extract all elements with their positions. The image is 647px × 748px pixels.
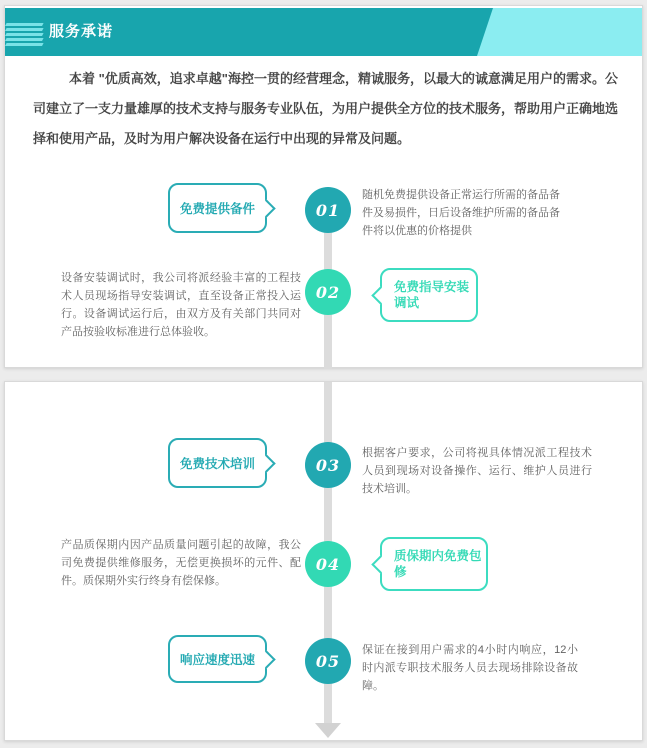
- item-01-number-badge: 01: [305, 187, 351, 233]
- item-02-description: 设备安装调试时，我公司将派经验丰富的工程技术人员现场指导安装调试，直至设备正常投入运行。设备调试运行后，由双方及有关部门共同对产品按验收标准进行总体验收。: [61, 272, 301, 338]
- page-title: 服务承诺: [49, 23, 114, 40]
- item-05-label: 响应速度迅速: [179, 653, 255, 667]
- item-04-label: 质保期内免费包修: [394, 549, 482, 579]
- item-02-bubble: [380, 268, 478, 322]
- item-05-number-badge: 05: [305, 638, 351, 684]
- page-1: [4, 5, 643, 368]
- intro-paragraph: 本着 "优质高效，追求卓越"海控一贯的经营理念，精诚服务，以最大的诚意满足用户的需求。公司建立了一支力量雄厚的技术支持与服务专业队伍，为用户提供全方位的技术服务，帮助用户正确地选择和使用产品，及时为用户解决设备在运行中出现的异常及问题。: [33, 71, 619, 146]
- item-01-label: 免费提供备件: [179, 202, 255, 216]
- timeline-arrow-down-icon: [315, 723, 341, 738]
- item-03-description: 根据客户要求，公司将视具体情况派工程技术人员到现场对设备操作、运行、维护人员进行技术培训。: [362, 447, 592, 495]
- item-01-description: 随机免费提供设备正常运行所需的备品备件及易损件，日后设备维护所需的备品备件将以优惠的价格提供: [362, 189, 560, 237]
- item-04-description: 产品质保期内因产品质量问题引起的故障，我公司免费提供维修服务，无偿更换损坏的元件、配件。质保期外实行终身有偿保修。: [61, 539, 301, 587]
- item-03-label: 免费技术培训: [179, 457, 255, 471]
- item-03-number-badge: 03: [305, 442, 351, 488]
- banner-accent-shape: [477, 8, 642, 56]
- bubble-pointer-right-icon: [257, 650, 275, 668]
- item-05-bubble: [168, 635, 267, 683]
- item-05-description: 保证在接到用户需求的4小时内响应，12小时内派专职技术服务人员去现场排除设备故障。: [362, 644, 578, 692]
- bubble-pointer-left-icon: [371, 555, 389, 573]
- bubble-pointer-left-icon: [371, 286, 389, 304]
- item-01-bubble: [168, 183, 267, 233]
- section-header-banner: [5, 8, 642, 56]
- item-02-label: 免费指导安装调试: [394, 280, 470, 310]
- item-04-bubble: [380, 537, 488, 591]
- page-2: [4, 381, 643, 741]
- item-02-number-badge: 02: [305, 269, 351, 315]
- bubble-pointer-right-icon: [257, 454, 275, 472]
- item-04-number-badge: 04: [305, 541, 351, 587]
- bubble-pointer-right-icon: [257, 199, 275, 217]
- stripes-icon: [5, 23, 45, 48]
- item-03-bubble: [168, 438, 267, 488]
